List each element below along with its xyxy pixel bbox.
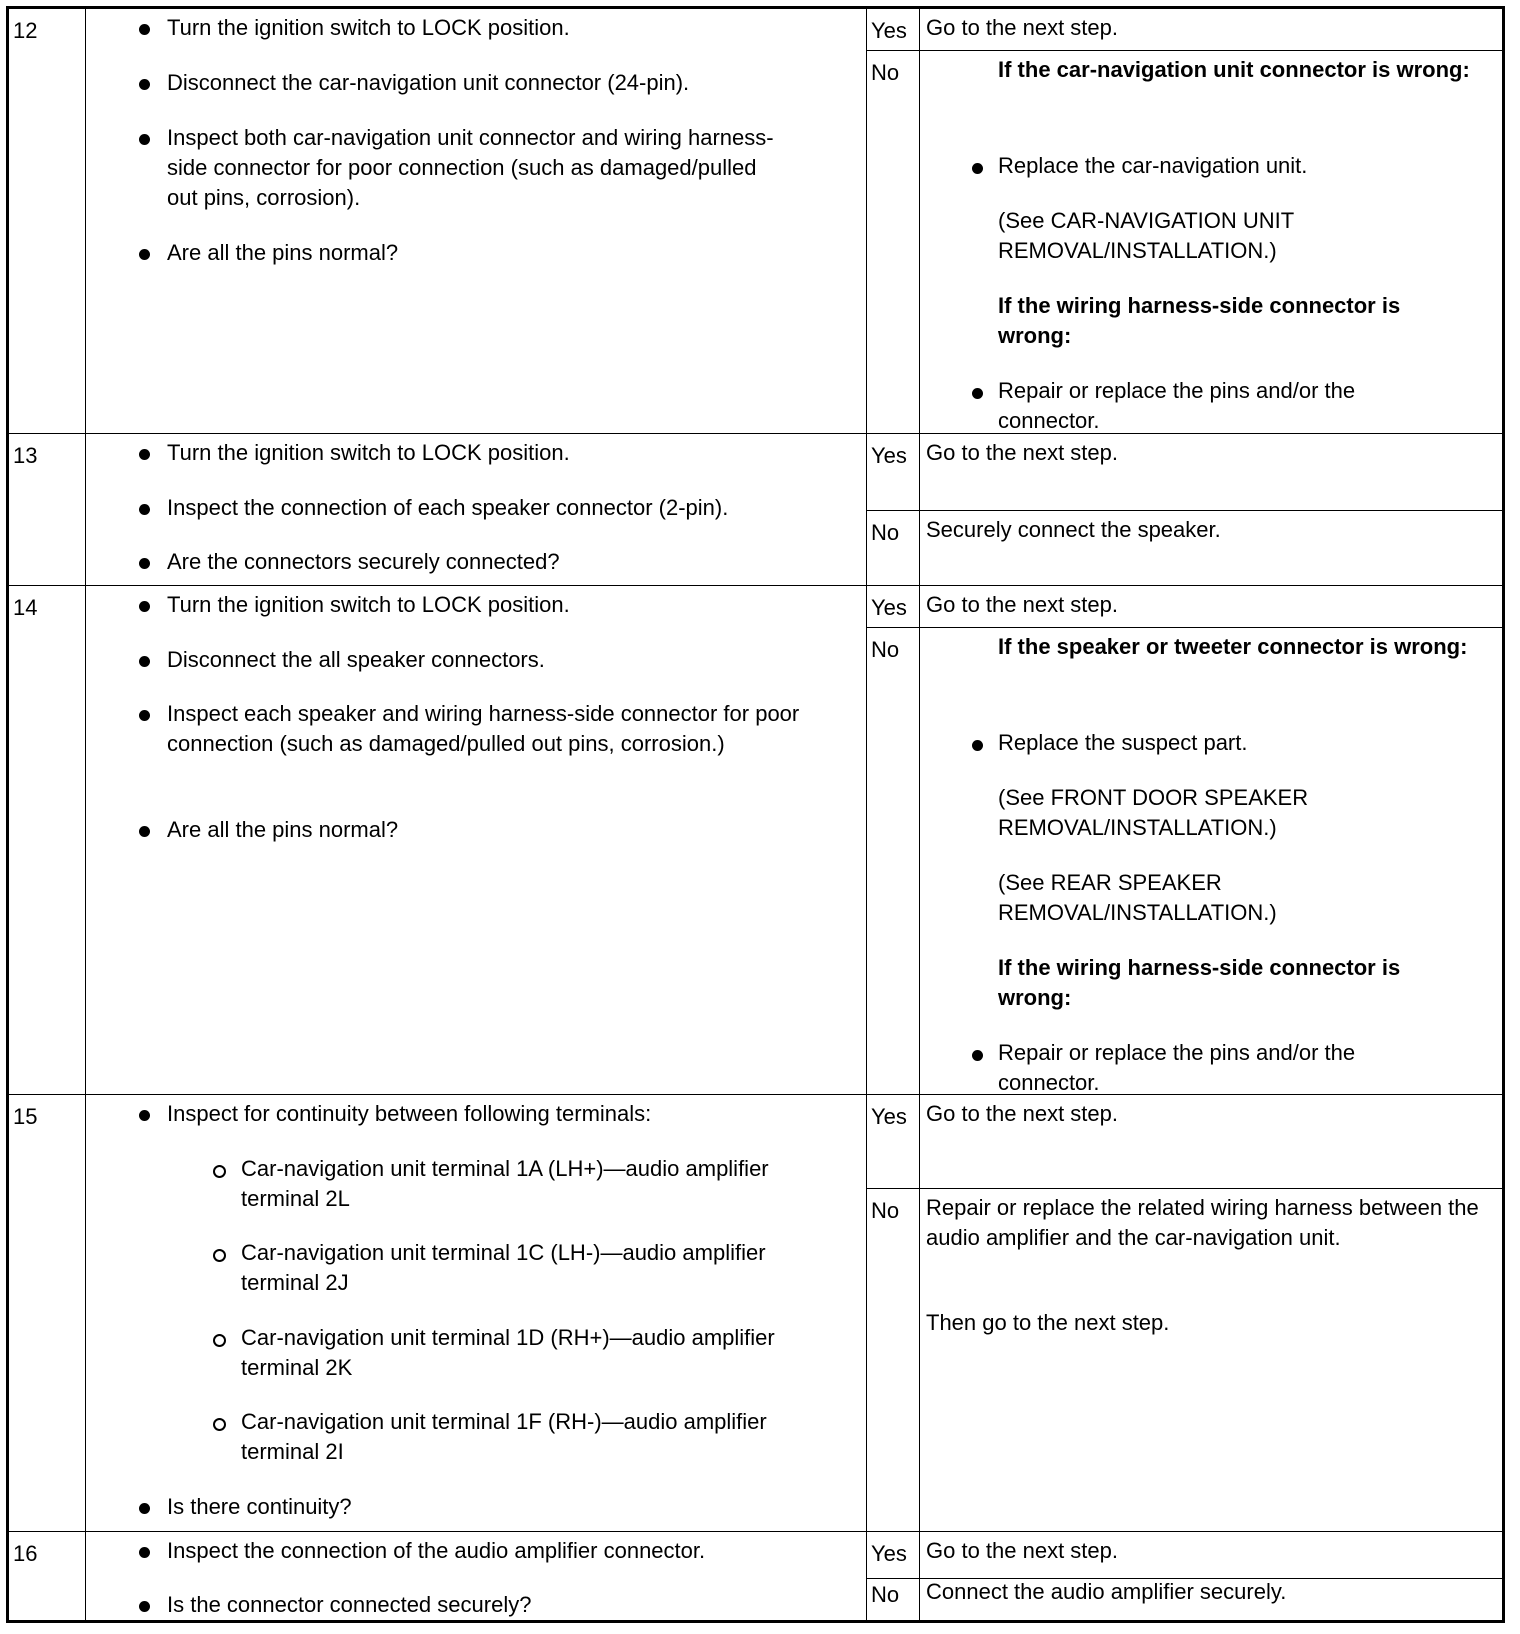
bullet-icon [139,79,150,90]
action-item: Turn the ignition switch to LOCK position. [167,592,570,617]
sub-bullet-icon [213,1165,226,1178]
yes-label: Yes [871,443,907,468]
bullet-icon [139,1503,150,1514]
remedy-item: Replace the suspect part. [998,730,1248,755]
remedy-item: Replace the car-navigation unit. [998,153,1308,178]
yes-result [867,434,1502,510]
bullet-icon [139,1547,150,1558]
bullet-icon [139,558,150,569]
sub-item: Car-navigation unit terminal 1A (LH+)—audio amplifier terminal 2L [241,1156,769,1211]
remedy-item: Repair or replace the pins and/or the connector. [998,378,1356,433]
bullet-icon [972,740,983,751]
action-cell [86,434,867,586]
result-cell [867,1532,1502,1621]
bullet-icon [139,826,150,837]
result-cell [867,9,1502,433]
no-action-followup: Then go to the next step. [926,1310,1170,1335]
action-item: Inspect for continuity between following terminals: [167,1101,652,1126]
step-cell [9,9,86,433]
yes-label: Yes [871,18,907,43]
sub-item: Car-navigation unit terminal 1C (LH-)—audio amplifier terminal 2J [241,1240,766,1295]
no-action-text: Connect the audio amplifier securely. [926,1579,1287,1604]
sub-bullet-icon [213,1334,226,1347]
result-cell [867,586,1502,1095]
action-item: Are all the pins normal? [167,240,399,265]
table-row-step-14 [9,585,1502,1095]
no-label: No [871,1198,900,1223]
no-result [867,1578,1502,1621]
bullet-icon [139,601,150,612]
action-item: Disconnect the all speaker connectors. [167,647,545,672]
bullet-icon [139,710,150,721]
reference-note: (See REAR SPEAKER REMOVAL/INSTALLATION.) [998,870,1277,925]
bullet-icon [139,249,150,260]
result-cell [867,1095,1502,1532]
no-label: No [871,1582,900,1607]
diagnostic-procedure-table [6,6,1505,1623]
no-action-text: Securely connect the speaker. [926,517,1221,542]
step-number: 13 [13,443,38,468]
bullet-icon [139,134,150,145]
action-item: Inspect the connection of each speaker connector (2-pin). [167,495,729,520]
no-label: No [871,637,900,662]
bullet-icon [972,1050,983,1061]
result-cell [867,434,1502,586]
action-item: Turn the ignition switch to LOCK position. [167,440,570,465]
no-action-text: Repair or replace the related wiring harness between the audio amplifier and the car-navigation unit. [926,1195,1479,1250]
table-row-step-12 [9,9,1502,433]
no-label: No [871,520,900,545]
action-cell [86,586,867,1095]
step-number: 15 [13,1104,38,1129]
yes-action-text: Go to the next step. [926,440,1119,465]
step-cell [9,434,86,586]
bullet-icon [139,656,150,667]
action-item: Inspect each speaker and wiring harness-side connector for poor connection (such as damaged/pulled out pins, corrosion.) [167,701,800,756]
yes-result [867,9,1502,50]
yes-result [867,586,1502,627]
action-item: Are all the pins normal? [167,817,399,842]
reference-note: (See FRONT DOOR SPEAKER REMOVAL/INSTALLATION.) [998,785,1309,840]
action-item: Disconnect the car-navigation unit connector (24-pin). [167,70,690,95]
yes-label: Yes [871,1541,907,1566]
remedy-item: Repair or replace the pins and/or the connector. [998,1040,1356,1095]
no-label: No [871,60,900,85]
step-cell [9,1095,86,1532]
step-cell [9,586,86,1095]
no-result [867,627,1502,1095]
bullet-icon [972,163,983,174]
action-item: Is the connector connected securely? [167,1592,532,1617]
yes-action-text: Go to the next step. [926,1101,1119,1126]
yes-result [867,1095,1502,1188]
bullet-icon [139,1110,150,1121]
table-row-step-15 [9,1094,1502,1532]
yes-action-text: Go to the next step. [926,1538,1119,1563]
action-item: Turn the ignition switch to LOCK position. [167,15,570,40]
step-number: 12 [13,18,38,43]
action-cell [86,9,867,433]
condition-heading: If the wiring harness-side connector is wrong: [998,955,1401,1010]
step-number: 14 [13,595,38,620]
action-item: Inspect both car-navigation unit connector and wiring harness-side connector for poor connection (such as damaged/pulled out pins, corrosion). [167,125,774,210]
no-result [867,1188,1502,1532]
yes-action-text: Go to the next step. [926,592,1119,617]
sub-item: Car-navigation unit terminal 1F (RH-)—audio amplifier terminal 2I [241,1409,767,1464]
bullet-icon [139,24,150,35]
bullet-icon [139,1601,150,1612]
bullet-icon [972,388,983,399]
bullet-icon [139,504,150,515]
bullet-icon [139,449,150,460]
reference-note: (See CAR-NAVIGATION UNIT REMOVAL/INSTALLATION.) [998,208,1294,263]
sub-bullet-icon [213,1249,226,1262]
action-item: Inspect the connection of the audio amplifier connector. [167,1538,706,1563]
no-result [867,510,1502,586]
step-number: 16 [13,1541,38,1566]
yes-action-text: Go to the next step. [926,15,1119,40]
table-row-step-13 [9,433,1502,586]
action-item: Is there continuity? [167,1494,352,1519]
sub-item: Car-navigation unit terminal 1D (RH+)—audio amplifier terminal 2K [241,1325,775,1380]
no-result [867,50,1502,433]
action-item: Are the connectors securely connected? [167,549,560,574]
yes-label: Yes [871,1104,907,1129]
yes-result [867,1532,1502,1578]
action-cell [86,1095,867,1532]
yes-label: Yes [871,595,907,620]
sub-bullet-icon [213,1418,226,1431]
condition-heading: If the car-navigation unit connector is wrong: [998,57,1470,82]
condition-heading: If the speaker or tweeter connector is wrong: [998,634,1468,659]
step-cell [9,1532,86,1621]
action-cell [86,1532,867,1621]
condition-heading: If the wiring harness-side connector is wrong: [998,293,1401,348]
table-row-step-16 [9,1531,1502,1621]
